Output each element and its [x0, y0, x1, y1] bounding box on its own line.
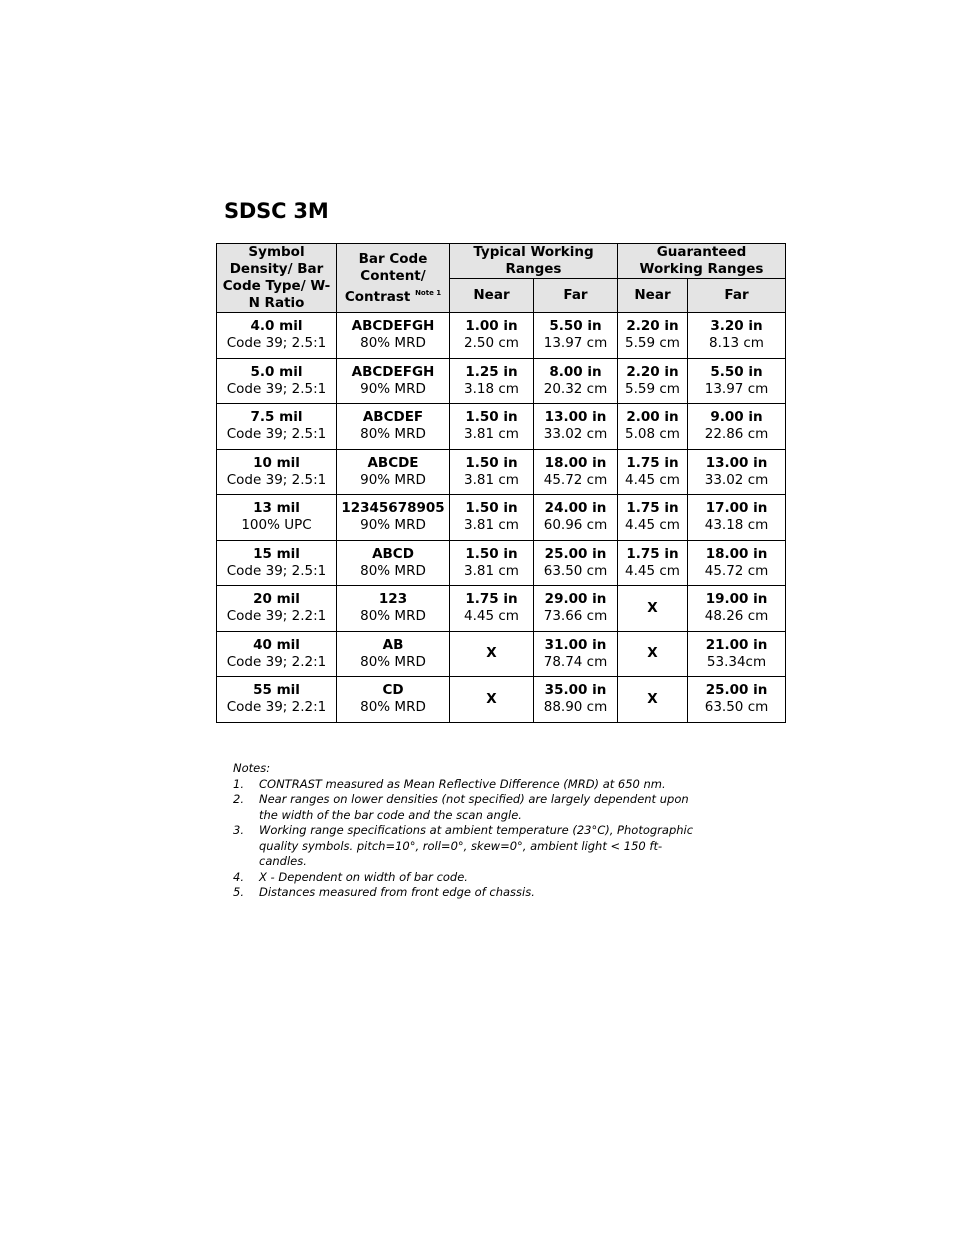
- bar-code-content-cell-primary: 12345678905: [341, 500, 445, 517]
- typical-far-cell-primary: 35.00 in: [544, 682, 607, 699]
- guaranteed-far-cell-secondary: 33.02 cm: [704, 471, 769, 488]
- note-item: [233, 823, 703, 870]
- guaranteed-far-cell-primary: 17.00 in: [705, 500, 768, 517]
- note-number: 1.: [233, 776, 244, 791]
- bar-code-content-cell: [337, 358, 450, 404]
- bar-code-content-cell-primary: AB: [382, 636, 404, 653]
- symbol-density-cell-primary: 10 mil: [253, 454, 300, 471]
- table-body: [217, 313, 786, 723]
- guaranteed-far-cell-primary: 25.00 in: [705, 682, 768, 699]
- table-row: [217, 404, 786, 450]
- guaranteed-near-cell-primary: 2.20 in: [626, 318, 679, 335]
- bar-code-content-cell: [337, 631, 450, 677]
- bar-code-content-cell-secondary: 80% MRD: [360, 426, 426, 443]
- typical-near-cell: [450, 313, 534, 359]
- note-number: 2.: [233, 792, 244, 806]
- typical-far-cell-secondary: 13.97 cm: [543, 335, 608, 352]
- typical-near-cell: [450, 495, 534, 541]
- typical-near-cell-secondary: 3.81 cm: [464, 517, 519, 534]
- page-title: SDSC 3M: [224, 199, 329, 223]
- notes-section: [233, 761, 703, 901]
- guaranteed-far-cell: [688, 404, 786, 450]
- guaranteed-far-cell-secondary: 22.86 cm: [704, 426, 769, 443]
- bar-code-content-cell-secondary: 80% MRD: [360, 699, 426, 716]
- typical-far-cell: [534, 313, 618, 359]
- header-guaranteed-working-ranges: Guaranteed Working Ranges: [618, 244, 786, 279]
- dependent-mark: X: [647, 645, 658, 662]
- symbol-density-cell-primary: 20 mil: [253, 591, 300, 608]
- typical-near-cell-primary: 1.25 in: [465, 363, 518, 380]
- note-item: [233, 885, 703, 901]
- typical-near-cell-primary: 1.00 in: [465, 318, 518, 335]
- guaranteed-near-cell-secondary: 4.45 cm: [625, 517, 680, 534]
- symbol-density-cell-secondary: Code 39; 2.5:1: [226, 562, 327, 579]
- symbol-density-cell-primary: 15 mil: [253, 545, 300, 562]
- table-row: [217, 586, 786, 632]
- symbol-density-cell-primary: 40 mil: [253, 636, 300, 653]
- bar-code-content-cell: [337, 677, 450, 723]
- notes-heading: Notes:: [233, 761, 271, 775]
- table-row: [217, 313, 786, 359]
- typical-far-cell: [534, 449, 618, 495]
- guaranteed-near-cell-secondary: 5.08 cm: [625, 426, 680, 443]
- typical-far-cell-primary: 31.00 in: [544, 636, 607, 653]
- symbol-density-cell-primary: 7.5 mil: [250, 409, 303, 426]
- symbol-density-cell: [217, 677, 337, 723]
- typical-near-cell-secondary: 3.81 cm: [464, 562, 519, 579]
- typical-far-cell-secondary: 63.50 cm: [543, 562, 608, 579]
- dependent-mark: X: [647, 690, 658, 707]
- guaranteed-far-cell-primary: 9.00 in: [710, 409, 763, 426]
- table-row: [217, 540, 786, 586]
- typical-far-cell-secondary: 60.96 cm: [543, 517, 608, 534]
- typical-far-cell-primary: 8.00 in: [549, 363, 602, 380]
- working-range-table: [216, 243, 786, 723]
- header-bar-code-content: Bar Code Content/ Contrast $^{Note 1}$: [337, 244, 450, 313]
- guaranteed-near-cell-primary: 1.75 in: [626, 500, 679, 517]
- guaranteed-far-cell: [688, 495, 786, 541]
- typical-far-cell: [534, 540, 618, 586]
- bar-code-content-cell: [337, 495, 450, 541]
- guaranteed-near-cell-secondary: 5.59 cm: [625, 380, 680, 397]
- guaranteed-far-cell-secondary: 8.13 cm: [709, 335, 764, 352]
- guaranteed-near-cell-primary: 1.75 in: [626, 545, 679, 562]
- bar-code-content-cell-primary: ABCDEFGH: [351, 363, 435, 380]
- symbol-density-cell: [217, 449, 337, 495]
- typical-near-cell-secondary: 3.81 cm: [464, 426, 519, 443]
- guaranteed-near-cell: [618, 495, 688, 541]
- note-text: Distances measured from front edge of chassis.: [259, 885, 535, 899]
- header-typical-near: Near: [450, 279, 534, 313]
- bar-code-content-cell-secondary: 90% MRD: [360, 471, 426, 488]
- symbol-density-cell-primary: 13 mil: [253, 500, 300, 517]
- header-guaranteed-far: Far: [688, 279, 786, 313]
- typical-far-cell: [534, 631, 618, 677]
- bar-code-content-cell-primary: ABCDEFGH: [351, 318, 435, 335]
- symbol-density-cell-secondary: Code 39; 2.2:1: [226, 608, 327, 625]
- bar-code-content-cell-secondary: 90% MRD: [360, 380, 426, 397]
- symbol-density-cell-primary: 4.0 mil: [250, 318, 303, 335]
- guaranteed-near-cell-secondary: 4.45 cm: [625, 562, 680, 579]
- note-text: X - Dependent on width of bar code.: [259, 869, 468, 884]
- note-item: [233, 870, 703, 886]
- typical-far-cell-secondary: 20.32 cm: [543, 380, 608, 397]
- guaranteed-near-cell: [618, 540, 688, 586]
- symbol-density-cell: [217, 404, 337, 450]
- typical-far-cell: [534, 404, 618, 450]
- symbol-density-cell-secondary: Code 39; 2.2:1: [226, 653, 327, 670]
- guaranteed-far-cell-primary: 18.00 in: [705, 545, 768, 562]
- typical-far-cell: [534, 677, 618, 723]
- guaranteed-far-cell: [688, 313, 786, 359]
- bar-code-content-cell-primary: ABCDEF: [362, 409, 424, 426]
- note-item: [233, 777, 703, 793]
- note-number: 5.: [233, 885, 244, 899]
- guaranteed-near-cell: [618, 449, 688, 495]
- typical-near-cell: [450, 677, 534, 723]
- table-row: [217, 358, 786, 404]
- guaranteed-far-cell: [688, 449, 786, 495]
- guaranteed-near-cell: [618, 631, 688, 677]
- symbol-density-cell: [217, 358, 337, 404]
- guaranteed-near-cell-primary: 1.75 in: [626, 454, 679, 471]
- guaranteed-near-cell-primary: 2.00 in: [626, 409, 679, 426]
- note-text: CONTRAST measured as Mean Reflective Difference (MRD) at 650 nm.: [259, 776, 666, 791]
- guaranteed-far-cell-secondary: 53.34cm: [706, 653, 767, 670]
- bar-code-content-cell-secondary: 80% MRD: [360, 608, 426, 625]
- guaranteed-far-cell-primary: 5.50 in: [710, 363, 763, 380]
- symbol-density-cell-secondary: Code 39; 2.5:1: [226, 471, 327, 488]
- symbol-density-cell: [217, 586, 337, 632]
- typical-far-cell-primary: 5.50 in: [549, 318, 602, 335]
- guaranteed-far-cell: [688, 586, 786, 632]
- symbol-density-cell-secondary: 100% UPC: [241, 517, 312, 534]
- guaranteed-near-cell: [618, 677, 688, 723]
- typical-near-cell-primary: 1.50 in: [465, 409, 518, 426]
- table-row: [217, 449, 786, 495]
- typical-near-cell: [450, 540, 534, 586]
- dependent-mark: X: [486, 645, 497, 662]
- guaranteed-far-cell: [688, 540, 786, 586]
- typical-near-cell-secondary: 3.81 cm: [464, 471, 519, 488]
- guaranteed-near-cell: [618, 586, 688, 632]
- bar-code-content-cell-primary: ABCD: [372, 545, 414, 562]
- header-typical-working-ranges: Typical Working Ranges: [450, 244, 618, 279]
- guaranteed-near-cell-primary: 2.20 in: [626, 363, 679, 380]
- note-reference: Note 1: [415, 288, 442, 297]
- symbol-density-cell-secondary: Code 39; 2.5:1: [226, 426, 327, 443]
- guaranteed-near-cell-secondary: 4.45 cm: [625, 471, 680, 488]
- symbol-density-cell: [217, 631, 337, 677]
- header-symbol-density: Symbol Density/ Bar Code Type/ W-N Ratio: [217, 244, 337, 313]
- table-row: [217, 495, 786, 541]
- typical-near-cell: [450, 449, 534, 495]
- bar-code-content-cell-secondary: 80% MRD: [360, 562, 426, 579]
- bar-code-content-cell: [337, 586, 450, 632]
- guaranteed-near-cell: [618, 313, 688, 359]
- guaranteed-far-cell-secondary: 43.18 cm: [704, 517, 769, 534]
- typical-near-cell: [450, 404, 534, 450]
- bar-code-content-cell-secondary: 90% MRD: [360, 517, 426, 534]
- bar-code-content-cell-secondary: 80% MRD: [360, 335, 426, 352]
- note-text: Working range specifications at ambient temperature (23°C), Photographic quality symbols. pitch=10°, roll=0°, skew=0°, ambient light < 150 ft-candles.: [259, 823, 694, 868]
- guaranteed-near-cell: [618, 404, 688, 450]
- typical-far-cell-primary: 18.00 in: [544, 454, 607, 471]
- typical-far-cell-secondary: 45.72 cm: [543, 471, 608, 488]
- guaranteed-far-cell-primary: 21.00 in: [705, 636, 768, 653]
- guaranteed-far-cell: [688, 631, 786, 677]
- symbol-density-cell-primary: 55 mil: [253, 682, 300, 699]
- note-text: Near ranges on lower densities (not specified) are largely dependent upon the width of the bar code and the scan angle.: [259, 792, 689, 822]
- guaranteed-near-cell-secondary: 5.59 cm: [625, 335, 680, 352]
- header-typical-far: Far: [534, 279, 618, 313]
- symbol-density-cell: [217, 495, 337, 541]
- bar-code-content-cell: [337, 540, 450, 586]
- typical-near-cell: [450, 631, 534, 677]
- typical-near-cell-primary: 1.50 in: [465, 545, 518, 562]
- guaranteed-far-cell-secondary: 13.97 cm: [704, 380, 769, 397]
- guaranteed-far-cell-secondary: 48.26 cm: [704, 608, 769, 625]
- typical-far-cell: [534, 495, 618, 541]
- bar-code-content-cell-primary: 123: [378, 591, 408, 608]
- symbol-density-cell-secondary: Code 39; 2.2:1: [226, 699, 327, 716]
- guaranteed-far-cell: [688, 677, 786, 723]
- typical-far-cell-primary: 13.00 in: [544, 409, 607, 426]
- note-number: 3.: [233, 823, 244, 837]
- guaranteed-far-cell-primary: 19.00 in: [705, 591, 768, 608]
- typical-far-cell-secondary: 88.90 cm: [543, 699, 608, 716]
- bar-code-content-cell: [337, 449, 450, 495]
- typical-far-cell: [534, 586, 618, 632]
- symbol-density-cell: [217, 313, 337, 359]
- dependent-mark: X: [486, 690, 497, 707]
- bar-code-content-cell-primary: CD: [382, 682, 404, 699]
- guaranteed-far-cell-secondary: 63.50 cm: [704, 699, 769, 716]
- typical-near-cell-secondary: 3.18 cm: [464, 380, 519, 397]
- note-item: [233, 792, 703, 823]
- typical-far-cell: [534, 358, 618, 404]
- guaranteed-near-cell: [618, 358, 688, 404]
- dependent-mark: X: [647, 599, 658, 616]
- typical-far-cell-secondary: 33.02 cm: [543, 426, 608, 443]
- typical-far-cell-primary: 25.00 in: [544, 545, 607, 562]
- table-row: [217, 631, 786, 677]
- typical-near-cell-primary: 1.75 in: [465, 591, 518, 608]
- guaranteed-far-cell: [688, 358, 786, 404]
- typical-far-cell-secondary: 73.66 cm: [543, 608, 608, 625]
- guaranteed-far-cell-secondary: 45.72 cm: [704, 562, 769, 579]
- bar-code-content-cell-primary: ABCDE: [367, 454, 419, 471]
- typical-near-cell-secondary: 2.50 cm: [464, 335, 519, 352]
- typical-far-cell-primary: 24.00 in: [544, 500, 607, 517]
- notes-list: [233, 777, 703, 901]
- header-guaranteed-near: Near: [618, 279, 688, 313]
- bar-code-content-cell: [337, 313, 450, 359]
- guaranteed-far-cell-primary: 13.00 in: [705, 454, 768, 471]
- bar-code-content-cell: [337, 404, 450, 450]
- typical-near-cell: [450, 586, 534, 632]
- typical-near-cell-primary: 1.50 in: [465, 454, 518, 471]
- symbol-density-cell-secondary: Code 39; 2.5:1: [226, 380, 327, 397]
- typical-far-cell-primary: 29.00 in: [544, 591, 607, 608]
- symbol-density-cell-primary: 5.0 mil: [250, 363, 303, 380]
- bar-code-content-cell-secondary: 80% MRD: [360, 653, 426, 670]
- typical-near-cell-secondary: 4.45 cm: [464, 608, 519, 625]
- table-row: [217, 677, 786, 723]
- symbol-density-cell-secondary: Code 39; 2.5:1: [226, 335, 327, 352]
- symbol-density-cell: [217, 540, 337, 586]
- guaranteed-far-cell-primary: 3.20 in: [710, 318, 763, 335]
- typical-near-cell: [450, 358, 534, 404]
- typical-near-cell-primary: 1.50 in: [465, 500, 518, 517]
- typical-far-cell-secondary: 78.74 cm: [543, 653, 608, 670]
- note-number: 4.: [233, 869, 244, 884]
